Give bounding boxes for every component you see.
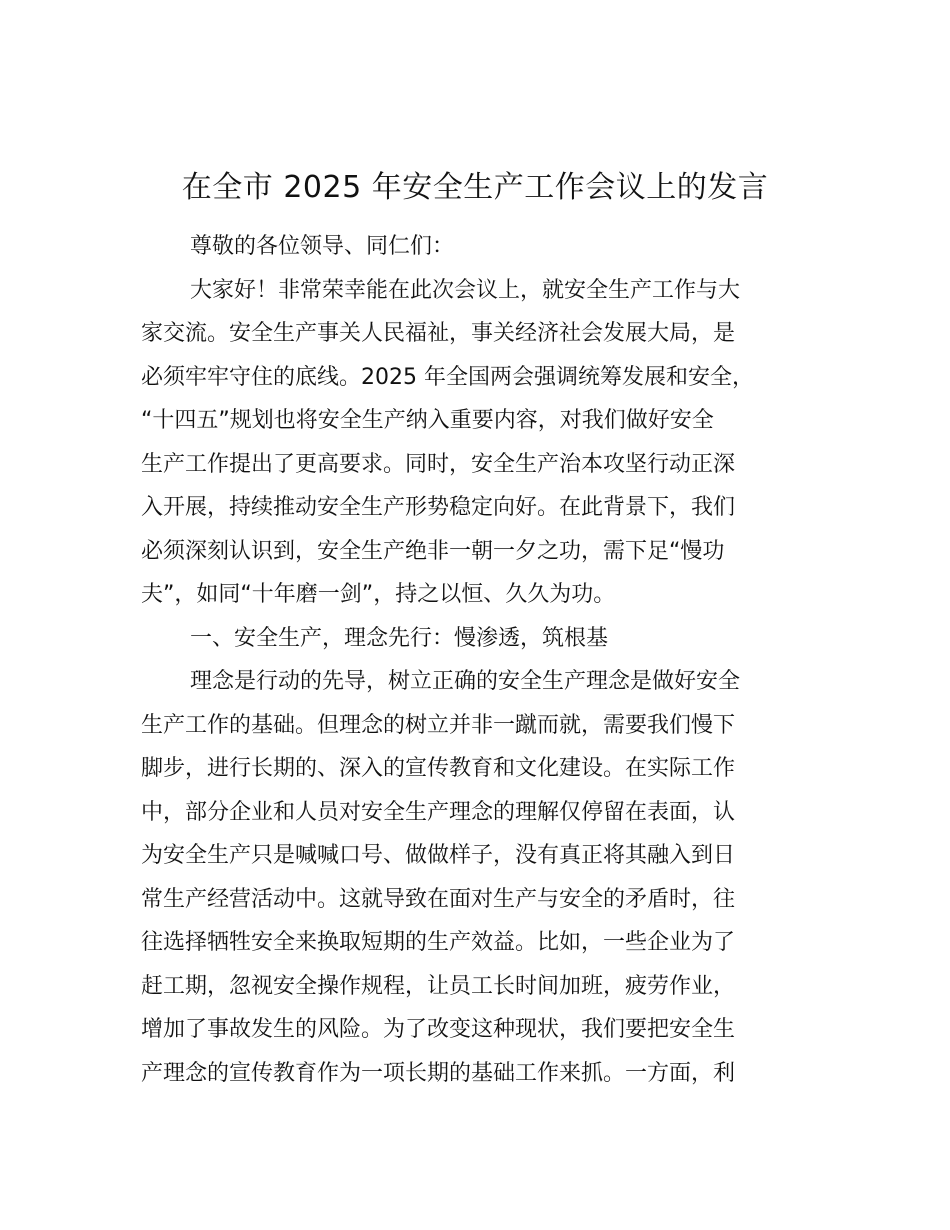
text-line: “十四五”规划也将安全生产纳入重要内容，对我们做好安全 xyxy=(141,408,714,433)
text-line: 入开展，持续推动安全生产形势稳定向好。在此背景下，我们 xyxy=(141,495,736,520)
text-line: 大家好！非常荣幸能在此次会议上，就安全生产工作与大 xyxy=(190,277,741,303)
text-line: 理念是行动的先导，树立正确的安全生产理念是做好安全 xyxy=(190,669,741,694)
section-heading: 一、安全生产，理念先行：慢渗透，筑根基 xyxy=(190,625,609,651)
text-line: 赶工期，忽视安全操作规程，让员工长时间加班，疲劳作业， xyxy=(141,973,736,999)
document-title: 在全市 2025 年安全生产工作会议上的发言 xyxy=(181,170,769,205)
salutation: 尊敬的各位领导、同仁们： xyxy=(190,234,455,259)
text-line: 脚步，进行长期的、深入的宣传教育和文化建设。在实际工作 xyxy=(141,756,736,781)
text-line: 常生产经营活动中。这就导致在面对生产与安全的矛盾时，往 xyxy=(141,886,736,912)
text-line: 为安全生产只是喊喊口号、做做样子，没有真正将其融入到日 xyxy=(141,843,736,868)
salutation-paragraph xyxy=(141,225,831,269)
text-line: 家交流。安全生产事关人民福祉，事关经济社会发展大局，是 xyxy=(141,321,736,346)
text-line: 往选择牺牲安全来换取短期的生产效益。比如，一些企业为了 xyxy=(141,930,736,955)
paragraph-concept xyxy=(141,660,831,1095)
text-line: 增加了事故发生的风险。为了改变这种现状，我们要把安全生 xyxy=(141,1017,736,1042)
text-line: 产理念的宣传教育作为一项长期的基础工作来抓。一方面，利 xyxy=(141,1060,736,1086)
text-line: 生产工作的基础。但理念的树立并非一蹴而就，需要我们慢下 xyxy=(141,712,736,738)
text-line: 夫”，如同“十年磨一剑”，持之以恒、久久为功。 xyxy=(141,582,616,607)
text-line: 中，部分企业和人员对安全生产理念的理解仅停留在表面，认 xyxy=(141,799,736,825)
text-line: 生产工作提出了更高要求。同时，安全生产治本攻坚行动正深 xyxy=(141,451,736,477)
document-body xyxy=(141,225,831,1095)
section-heading-paragraph xyxy=(141,617,831,661)
text-line: 必须深刻认识到，安全生产绝非一朝一夕之功，需下足“慢功 xyxy=(141,538,725,564)
text-line: 必须牢牢守住的底线。2025 年全国两会强调统筹发展和安全， xyxy=(141,364,754,390)
paragraph-intro xyxy=(141,269,831,617)
